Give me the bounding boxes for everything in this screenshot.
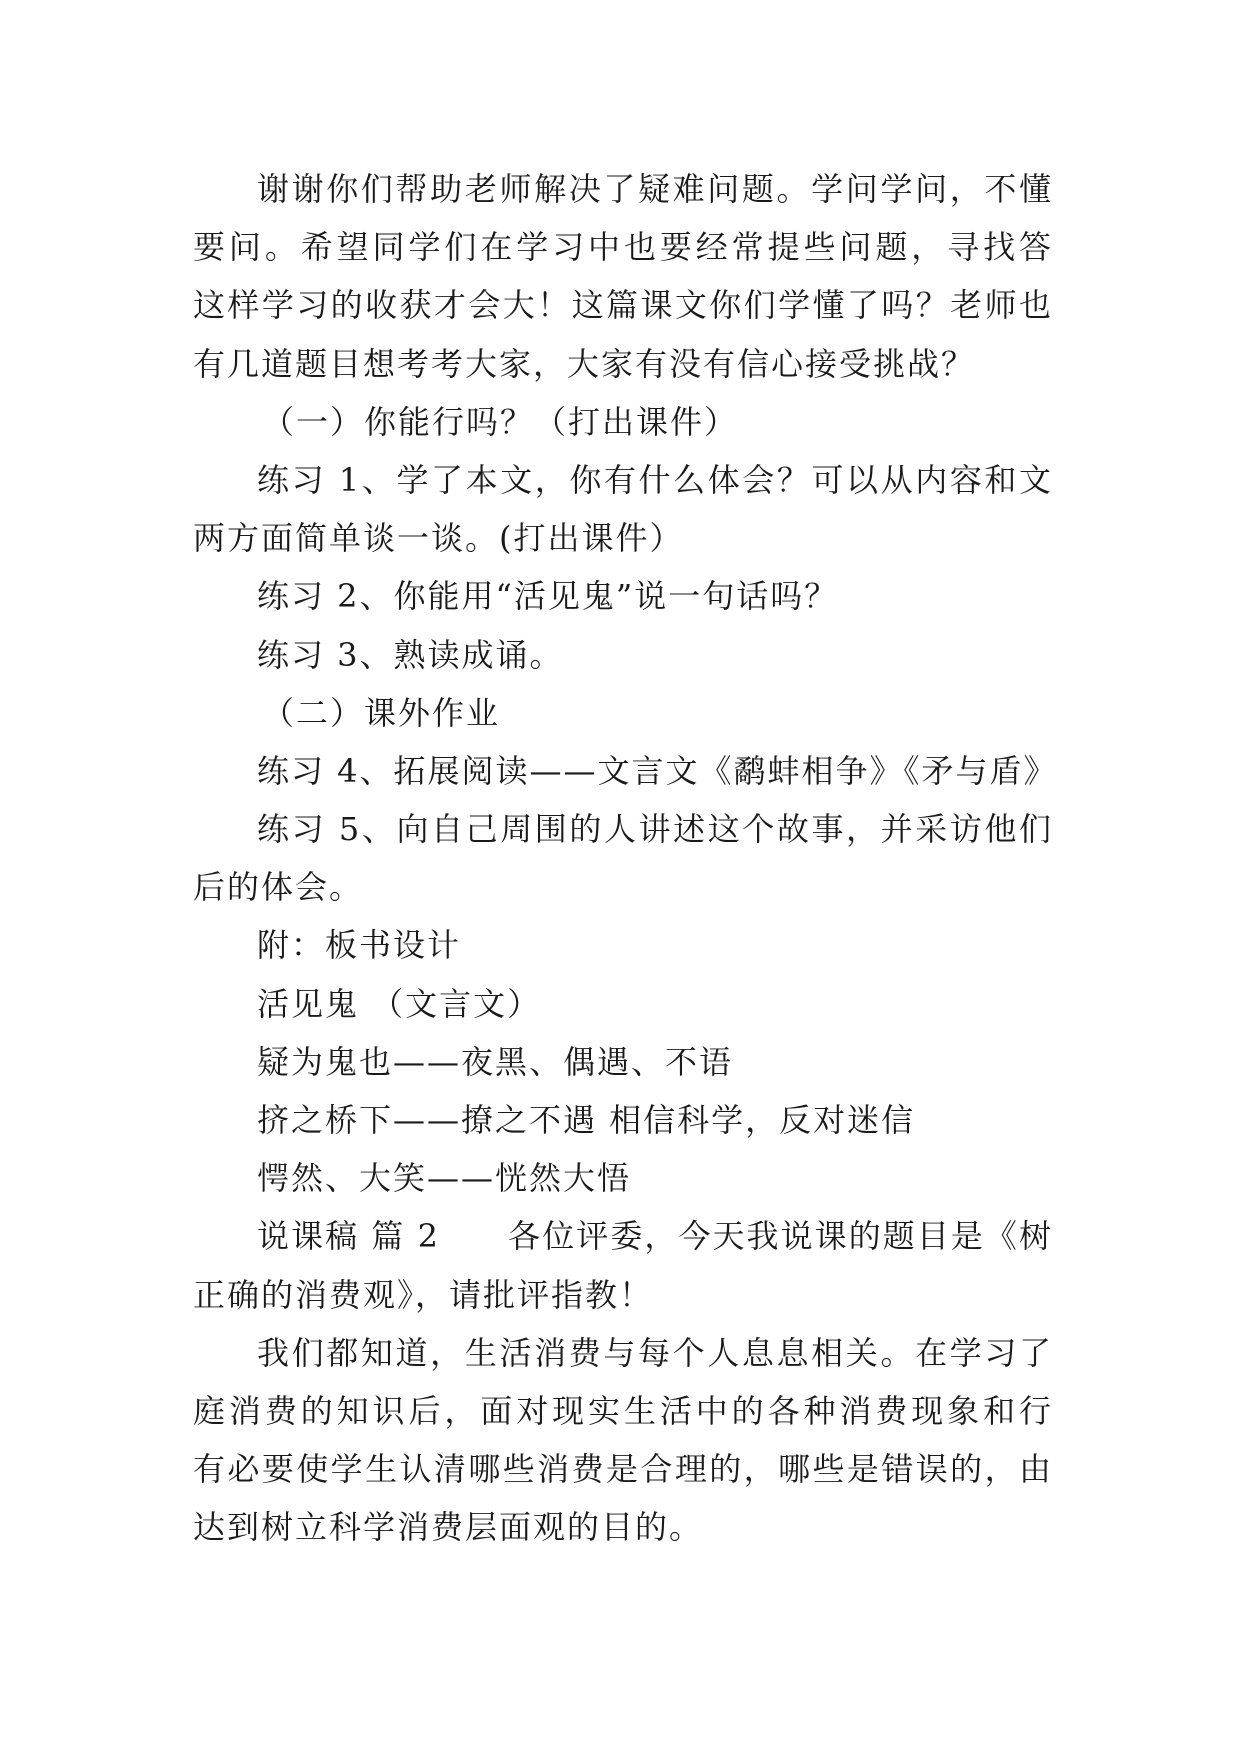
text-line: 疑为鬼也——夜黑、偶遇、不语 [257,1042,734,1081]
section-heading: （二）课外作业 [262,693,501,732]
text-line: 两方面简单谈一谈。(打出课件） [193,519,684,558]
text-line: 正确的消费观》，请批评指教！ [193,1275,654,1314]
text-line: 有必要使学生认清哪些消费是合理的，哪些是错误的，由 [193,1450,1053,1489]
text-line: 练习 4、拓展阅读——文言文《鹬蚌相争》《矛与盾》 [257,751,1058,790]
section-heading: （一）你能行吗？（打出课件） [262,402,739,441]
text-line: 练习 1、学了本文，你有什么体会？可以从内容和文 [257,460,1053,499]
text-line: 要问。希望同学们在学习中也要经常提些问题，寻找答 [193,228,1053,267]
text-line: 我们都知道，生活消费与每个人息息相关。在学习了 [257,1333,1053,1372]
text-line: 练习 3、熟读成诵。 [257,635,564,674]
text-line: 后的体会。 [193,868,364,907]
text-line: 说课稿 篇 2 各位评委，今天我说课的题目是《树 [257,1217,1053,1256]
text-line: 愕然、大笑——恍然大悟 [257,1159,632,1198]
text-line: 庭消费的知识后，面对现实生活中的各种消费现象和行 [193,1391,1053,1430]
text-line: 挤之桥下——撩之不遇 相信科学，反对迷信 [257,1101,916,1139]
document-body [193,160,1058,1557]
text-line: 练习 5、向自己周围的人讲述这个故事，并采访他们 [257,810,1053,849]
text-line: 达到树立科学消费层面观的目的。 [193,1508,704,1547]
text-line: 谢谢你们帮助老师解决了疑难问题。学问学问，不懂 [257,170,1053,208]
text-line: 有几道题目想考考大家，大家有没有信心接受挑战？ [193,344,976,383]
text-line: 这样学习的收获才会大！这篇课文你们学懂了吗？老师也 [193,286,1053,325]
text-line: 练习 2、你能用“活见鬼”说一句话吗？ [257,577,839,616]
text-line: 活见鬼 （文言文） [257,984,542,1023]
text-line: 附：板书设计 [257,926,462,965]
